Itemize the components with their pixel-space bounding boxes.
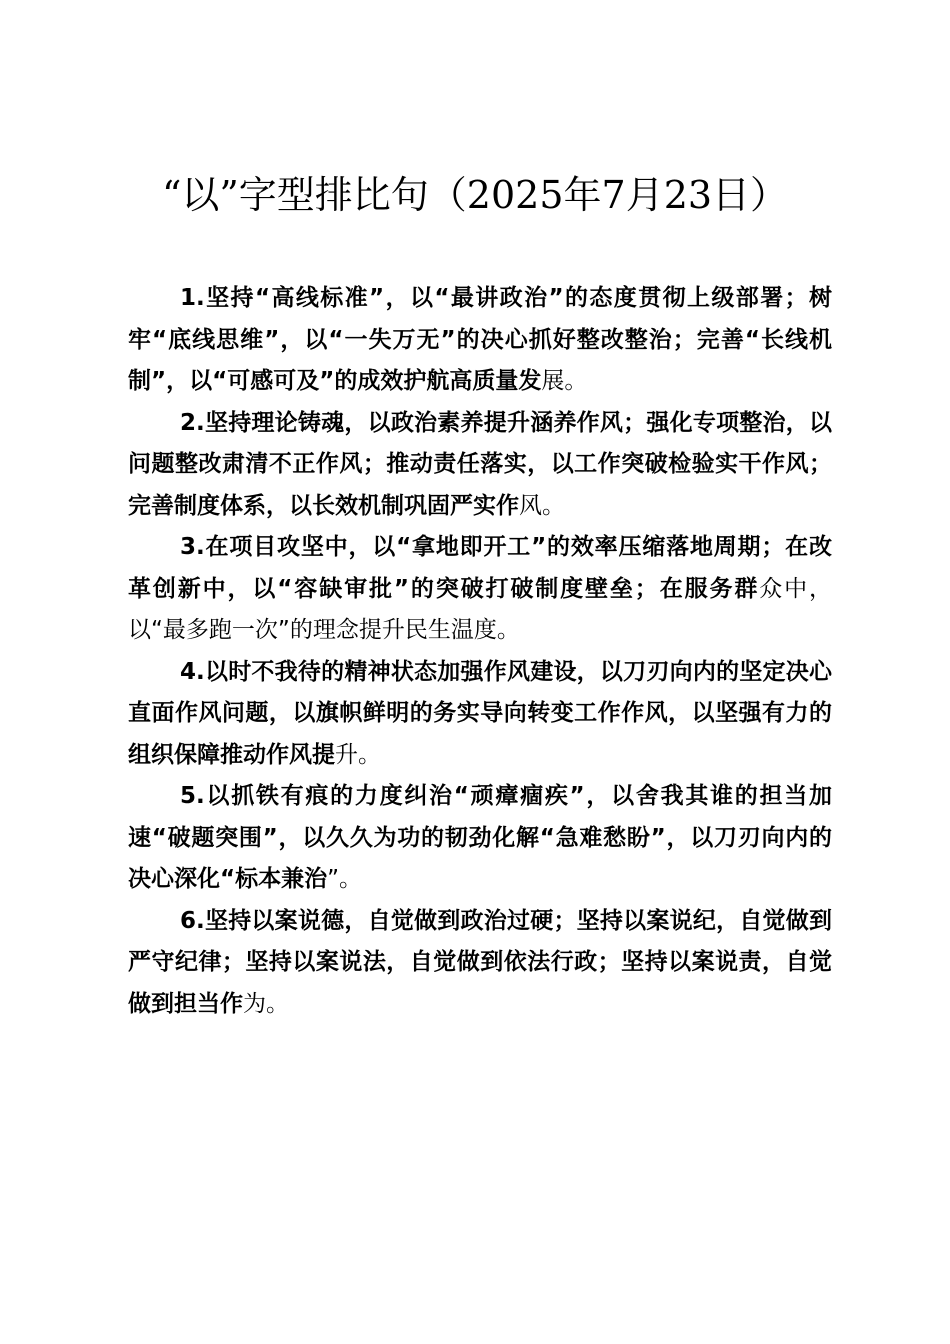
document-title: “以”字型排比句（2025年7月23日） [161, 173, 789, 217]
paragraph-6-bold-text: 6.坚持以案说德，自觉做到政治过硬；坚持以案说纪，自觉做到严守纪律；坚持以案说法，自觉做到依法行政；坚持以案说责，自觉做到担当作 [128, 907, 832, 1017]
document-body [128, 278, 832, 1025]
paragraph-3 [128, 527, 832, 652]
paragraph-6 [128, 901, 832, 1026]
paragraph-2 [128, 403, 832, 528]
paragraph-4-normal-text: 升。 [335, 741, 381, 768]
paragraph-5 [128, 776, 832, 901]
paragraph-1-bold-text: 1.坚持“高线标准”，以“最讲政治”的态度贯彻上级部署；树牢“底线思维”，以“一失万无”的决心抓好整改整治；完善“长线机制”，以“可感可及”的成效护航高质量发 [128, 285, 832, 394]
paragraph-1-normal-text: 展。 [541, 368, 588, 394]
paragraph-5-normal-text: ”。 [327, 866, 363, 892]
paragraph-5-bold-text: 5.以抓铁有痕的力度纠治“顽瘴痼疾”，以舍我其谁的担当加速“破题突围”，以久久为功的韧劲化解“急难愁盼”，以刀刃向内的决心深化“标本兼治 [128, 783, 832, 892]
paragraph-3-normal-text: 众中，以“最多跑一次”的理念提升民生温度。 [128, 575, 833, 643]
paragraph-3-bold-text: 3.在项目攻坚中，以“拿地即开工”的效率压缩落地周期；在改革创新中，以“容缺审批”的突破打破制度壁垒；在服务群 [128, 534, 832, 602]
paragraph-4 [128, 652, 832, 777]
paragraph-2-normal-text: 风。 [519, 492, 565, 519]
paragraph-4-bold-text: 4.以时不我待的精神状态加强作风建设，以刀刃向内的坚定决心直面作风问题，以旗帜鲜明的务实导向转变工作作风，以坚强有力的组织保障推动作风提 [128, 658, 832, 768]
paragraph-2-bold-text: 2.坚持理论铸魂，以政治素养提升涵养作风；强化专项整治，以问题整改肃清不正作风；推动责任落实，以工作突破检验实干作风；完善制度体系，以长效机制巩固严实作 [128, 409, 832, 519]
paragraph-6-normal-text: 为。 [243, 990, 289, 1017]
paragraph-1 [128, 278, 832, 403]
